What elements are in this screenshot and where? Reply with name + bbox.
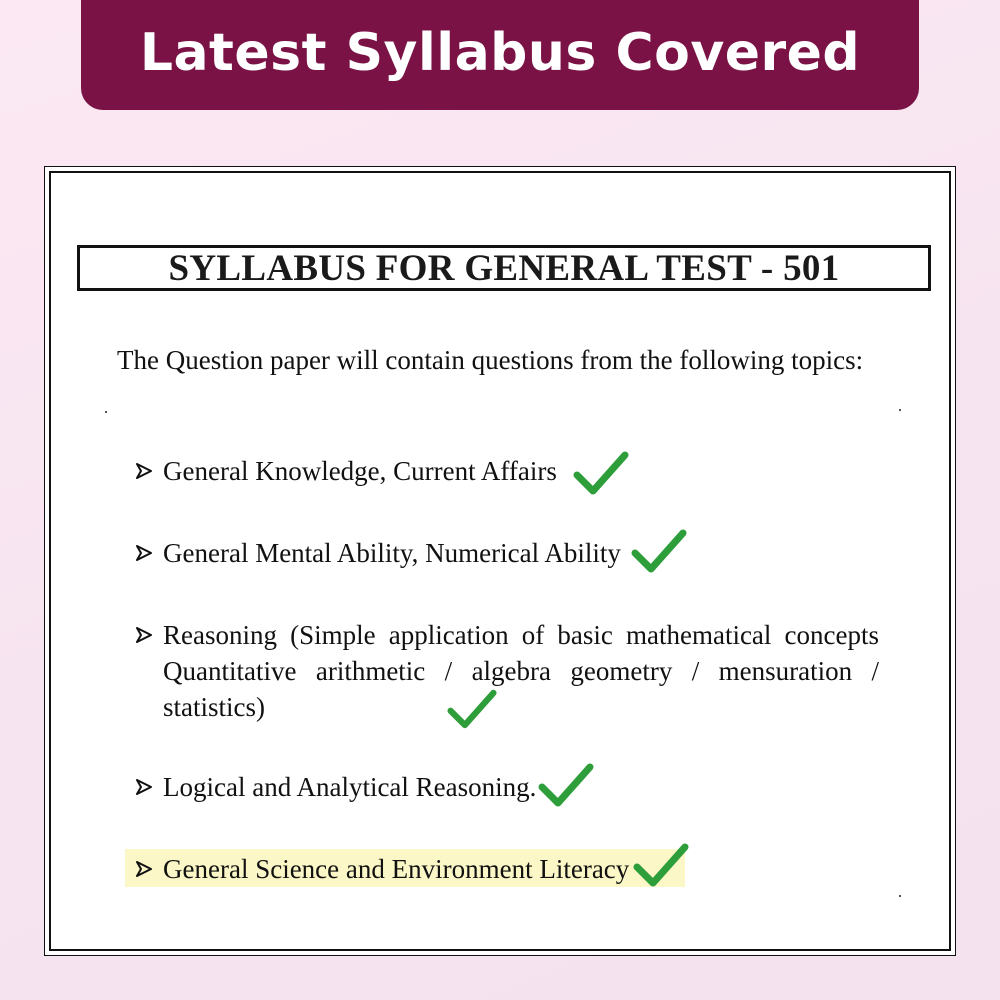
topic-text: General Mental Ability, Numerical Ability <box>163 538 621 568</box>
arrow-bullet-icon <box>135 535 163 575</box>
topic-text: Logical and Analytical Reasoning. <box>163 772 537 802</box>
topic-item <box>135 617 879 725</box>
syllabus-document <box>44 166 956 956</box>
green-checkmark-icon <box>538 761 594 809</box>
topic-text: Reasoning (Simple application of basic mathematical concepts Quantitative arithmetic / algebra geometry / mensuration / statistics) <box>163 620 879 722</box>
scan-dot <box>899 895 901 897</box>
topic-item-highlighted <box>135 851 689 889</box>
header-banner <box>81 0 919 110</box>
document-inner-border <box>49 171 951 951</box>
topic-item <box>135 769 594 809</box>
topic-text: General Knowledge, Current Affairs <box>163 456 557 486</box>
syllabus-heading: SYLLABUS FOR GENERAL TEST - 501 <box>77 245 931 291</box>
arrow-bullet-icon <box>135 851 163 889</box>
scan-dot <box>899 409 901 411</box>
green-checkmark-icon <box>633 841 689 889</box>
intro-text: The Question paper will contain questions from the following topics: <box>117 345 864 375</box>
green-checkmark-icon <box>631 527 687 575</box>
topic-text: General Science and Environment Literacy <box>163 854 630 884</box>
arrow-bullet-icon <box>135 453 163 497</box>
arrow-bullet-icon <box>135 769 163 809</box>
arrow-bullet-icon <box>135 617 163 725</box>
green-checkmark-icon <box>573 449 629 497</box>
topic-item <box>135 453 629 497</box>
green-checkmark-icon <box>447 687 497 731</box>
scan-dot <box>105 411 107 413</box>
topic-item <box>135 535 687 575</box>
banner-title: Latest Syllabus Covered <box>139 23 861 83</box>
